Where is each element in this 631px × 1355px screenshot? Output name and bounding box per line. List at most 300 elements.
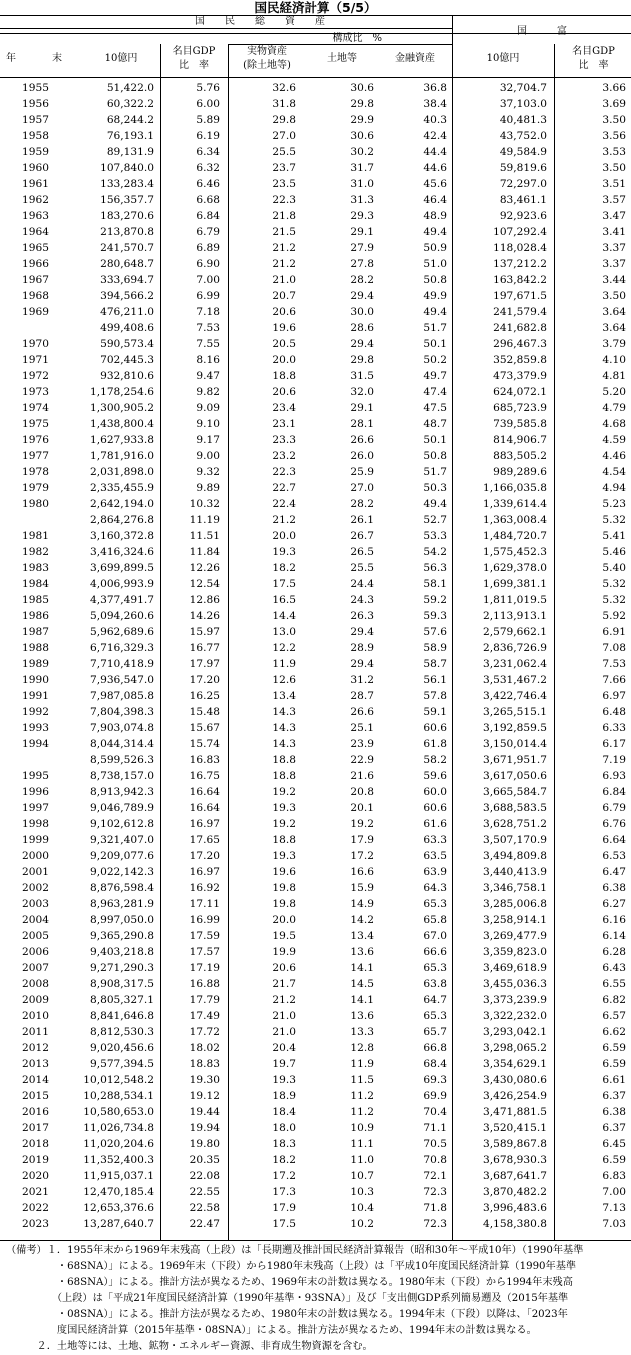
real-assets-share-cell: 20.0	[272, 530, 296, 542]
real-assets-share-cell: 19.9	[272, 946, 296, 958]
wealth-amount-cell: 3,870,482.2	[482, 1186, 547, 1198]
wealth-gdp-ratio-cell: 6.48	[602, 706, 626, 718]
table-row	[0, 1216, 631, 1232]
wealth-amount-cell: 624,072.1	[493, 386, 547, 398]
wealth-gdp-ratio-cell: 6.45	[602, 1138, 626, 1150]
table-row	[0, 224, 631, 240]
financial-share-cell: 54.2	[423, 546, 447, 558]
wealth-gdp-ratio-cell: 3.79	[602, 338, 626, 350]
table-row	[0, 304, 631, 320]
year-cell: 1959	[22, 146, 49, 158]
year-cell: 1984	[22, 578, 49, 590]
year-cell: 1985	[22, 594, 49, 606]
wealth-gdp-ratio-cell: 6.17	[602, 738, 626, 750]
wealth-gdp-ratio-cell: 6.53	[602, 850, 626, 862]
assets-gdp-ratio-cell: 5.89	[196, 114, 220, 126]
land-share-cell: 32.0	[350, 386, 374, 398]
year-cell: 1972	[22, 370, 49, 382]
year-cell: 1996	[22, 786, 49, 798]
wealth-gdp-ratio-cell: 5.20	[602, 386, 626, 398]
year-cell: 1973	[22, 386, 49, 398]
financial-share-cell: 64.7	[423, 994, 447, 1006]
financial-share-cell: 71.1	[423, 1122, 447, 1134]
wealth-amount-cell: 3,373,239.9	[482, 994, 547, 1006]
table-row	[0, 1040, 631, 1056]
real-assets-share-cell: 18.8	[272, 770, 296, 782]
assets-amount-cell: 3,699,899.5	[89, 562, 154, 574]
assets-gdp-ratio-cell: 5.76	[196, 82, 220, 94]
wealth-amount-cell: 739,585.8	[493, 418, 547, 430]
table-row	[0, 128, 631, 144]
assets-gdp-ratio-cell: 6.46	[196, 178, 220, 190]
real-assets-share-cell: 22.7	[272, 482, 296, 494]
assets-amount-cell: 1,781,916.0	[89, 450, 154, 462]
financial-share-cell: 72.3	[423, 1186, 447, 1198]
wealth-amount-cell: 883,505.2	[493, 450, 547, 462]
assets-gdp-ratio-cell: 16.75	[189, 770, 220, 782]
wealth-gdp-ratio-cell: 7.08	[602, 642, 626, 654]
year-cell: 1992	[22, 706, 49, 718]
land-share-cell: 11.0	[350, 1154, 374, 1166]
assets-amount-cell: 4,006,993.9	[89, 578, 154, 590]
assets-amount-cell: 76,193.1	[106, 130, 154, 142]
assets-amount-cell: 8,963,281.9	[89, 898, 154, 910]
assets-gdp-ratio-cell: 9.00	[196, 450, 220, 462]
wealth-amount-cell: 1,811,019.5	[482, 594, 547, 606]
wealth-gdp-ratio-cell: 6.55	[602, 978, 626, 990]
financial-share-cell: 50.8	[423, 274, 447, 286]
wealth-amount-cell: 3,469,618.9	[482, 962, 547, 974]
year-cell: 1976	[22, 434, 49, 446]
wealth-gdp-ratio-cell: 7.03	[602, 1218, 626, 1230]
table-row	[0, 1056, 631, 1072]
wealth-amount-cell: 49,584.9	[499, 146, 547, 158]
assets-gdp-ratio-cell: 16.64	[189, 786, 220, 798]
wealth-gdp-ratio-cell: 3.47	[602, 210, 626, 222]
assets-amount-cell: 702,445.3	[100, 354, 154, 366]
assets-gdp-ratio-cell: 9.32	[196, 466, 220, 478]
assets-amount-cell: 183,270.6	[100, 210, 154, 222]
table-row	[0, 1120, 631, 1136]
table-row	[0, 272, 631, 288]
wealth-amount-cell: 3,298,065.2	[482, 1042, 547, 1054]
assets-amount-cell: 8,044,314.4	[89, 738, 154, 750]
wealth-amount-cell: 3,455,036.3	[482, 978, 547, 990]
land-share-cell: 10.9	[350, 1122, 374, 1134]
year-cell: 1962	[22, 194, 49, 206]
financial-share-cell: 49.4	[423, 226, 447, 238]
wealth-amount-cell: 2,836,726.9	[482, 642, 547, 654]
wealth-amount-cell: 3,531,467.2	[482, 674, 547, 686]
table-row	[0, 368, 631, 384]
wealth-amount-cell: 3,293,042.1	[482, 1026, 547, 1038]
year-cell: 1988	[22, 642, 49, 654]
financial-share-cell: 70.4	[423, 1106, 447, 1118]
real-assets-share-cell: 19.3	[272, 802, 296, 814]
assets-gdp-ratio-cell: 15.48	[189, 706, 220, 718]
wealth-amount-cell: 3,359,823.0	[482, 946, 547, 958]
assets-gdp-ratio-cell: 16.92	[189, 882, 220, 894]
wealth-amount-cell: 83,461.1	[499, 194, 547, 206]
table-row	[0, 720, 631, 736]
wealth-gdp-ratio-cell: 5.32	[602, 514, 626, 526]
real-assets-share-cell: 11.9	[272, 658, 296, 670]
year-cell: 1981	[22, 530, 49, 542]
year-cell: 1991	[22, 690, 49, 702]
table-row	[0, 160, 631, 176]
year-cell: 2006	[22, 946, 49, 958]
financial-share-cell: 58.9	[423, 642, 447, 654]
year-cell: 1987	[22, 626, 49, 638]
assets-gdp-ratio-cell: 6.84	[196, 210, 220, 222]
real-assets-share-cell: 22.3	[272, 194, 296, 206]
header-financial: 金融資産	[395, 53, 435, 64]
header-national-assets: 国 民 総 資 産	[195, 16, 325, 27]
year-cell: 1994	[22, 738, 49, 750]
assets-amount-cell: 2,864,276.8	[89, 514, 154, 526]
land-share-cell: 28.9	[350, 642, 374, 654]
wealth-gdp-ratio-cell: 5.32	[602, 594, 626, 606]
real-assets-share-cell: 17.5	[272, 1218, 296, 1230]
financial-share-cell: 40.3	[423, 114, 447, 126]
table-row	[0, 768, 631, 784]
wealth-gdp-ratio-cell: 6.83	[602, 1170, 626, 1182]
real-assets-share-cell: 23.3	[272, 434, 296, 446]
notes	[6, 1243, 628, 1355]
wealth-gdp-ratio-cell: 4.59	[602, 434, 626, 446]
table-row	[0, 1104, 631, 1120]
table-row	[0, 688, 631, 704]
land-share-cell: 14.1	[350, 962, 374, 974]
assets-gdp-ratio-cell: 16.25	[189, 690, 220, 702]
assets-amount-cell: 12,653,376.6	[83, 1202, 154, 1214]
wealth-amount-cell: 685,723.9	[493, 402, 547, 414]
assets-amount-cell: 1,627,933.8	[89, 434, 154, 446]
financial-share-cell: 50.8	[423, 450, 447, 462]
land-share-cell: 31.2	[350, 674, 374, 686]
table-row	[0, 352, 631, 368]
assets-gdp-ratio-cell: 6.68	[196, 194, 220, 206]
real-assets-share-cell: 21.5	[272, 226, 296, 238]
assets-gdp-ratio-cell: 9.17	[196, 434, 220, 446]
table-row	[0, 80, 631, 96]
year-cell: 2020	[22, 1170, 49, 1182]
wealth-amount-cell: 3,617,050.6	[482, 770, 547, 782]
wealth-amount-cell: 107,292.4	[493, 226, 547, 238]
land-share-cell: 13.4	[350, 930, 374, 942]
land-share-cell: 31.3	[350, 194, 374, 206]
wealth-gdp-ratio-cell: 3.69	[602, 98, 626, 110]
wealth-amount-cell: 3,687,641.7	[482, 1170, 547, 1182]
wealth-amount-cell: 3,678,930.3	[482, 1154, 547, 1166]
assets-group-rule	[0, 28, 452, 29]
financial-share-cell: 58.1	[423, 578, 447, 590]
year-cell: 2018	[22, 1138, 49, 1150]
table-row	[0, 480, 631, 496]
assets-amount-cell: 8,738,157.0	[89, 770, 154, 782]
wealth-amount-cell: 3,628,751.2	[482, 818, 547, 830]
land-share-cell: 31.5	[350, 370, 374, 382]
assets-amount-cell: 2,031,898.0	[89, 466, 154, 478]
year-cell: 1989	[22, 658, 49, 670]
real-assets-share-cell: 21.7	[272, 978, 296, 990]
wealth-gdp-ratio-cell: 3.51	[602, 178, 626, 190]
financial-share-cell: 57.6	[423, 626, 447, 638]
land-share-cell: 12.8	[350, 1042, 374, 1054]
financial-share-cell: 42.4	[423, 130, 447, 142]
wealth-amount-cell: 3,192,859.5	[482, 722, 547, 734]
land-share-cell: 23.9	[350, 738, 374, 750]
year-cell: 1978	[22, 466, 49, 478]
assets-gdp-ratio-cell: 18.02	[189, 1042, 220, 1054]
wealth-amount-cell: 92,923.6	[499, 210, 547, 222]
financial-share-cell: 57.8	[423, 690, 447, 702]
wealth-gdp-ratio-cell: 6.59	[602, 1058, 626, 1070]
table-row	[0, 336, 631, 352]
assets-gdp-ratio-cell: 22.47	[189, 1218, 220, 1230]
assets-gdp-ratio-cell: 6.79	[196, 226, 220, 238]
land-share-cell: 11.1	[350, 1138, 374, 1150]
year-cell: 2021	[22, 1186, 49, 1198]
real-assets-share-cell: 25.5	[272, 146, 296, 158]
assets-amount-cell: 12,470,185.4	[83, 1186, 154, 1198]
land-share-cell: 29.1	[350, 402, 374, 414]
wealth-amount-cell: 72,297.0	[499, 178, 547, 190]
land-share-cell: 30.2	[350, 146, 374, 158]
wealth-amount-cell: 163,842.2	[493, 274, 547, 286]
real-assets-share-cell: 23.5	[272, 178, 296, 190]
assets-gdp-ratio-cell: 6.00	[196, 98, 220, 110]
wealth-gdp-ratio-cell: 5.92	[602, 610, 626, 622]
wealth-gdp-ratio-cell: 7.66	[602, 674, 626, 686]
table-row	[0, 432, 631, 448]
land-share-cell: 26.1	[350, 514, 374, 526]
assets-amount-cell: 133,283.4	[100, 178, 154, 190]
wealth-gdp-ratio-cell: 3.44	[602, 274, 626, 286]
assets-gdp-ratio-cell: 14.26	[189, 610, 220, 622]
financial-share-cell: 59.6	[423, 770, 447, 782]
header-end: 末	[52, 53, 62, 64]
assets-gdp-ratio-cell: 17.97	[189, 658, 220, 670]
table-row	[0, 944, 631, 960]
year-cell: 1977	[22, 450, 49, 462]
assets-amount-cell: 10,288,534.1	[83, 1090, 154, 1102]
land-share-cell: 29.9	[350, 114, 374, 126]
real-assets-share-cell: 14.3	[272, 738, 296, 750]
header-composition-label: 構成比 %	[332, 33, 382, 44]
wealth-amount-cell: 814,906.7	[493, 434, 547, 446]
wealth-gdp-ratio-cell: 6.61	[602, 1074, 626, 1086]
wealth-gdp-ratio-cell: 6.43	[602, 962, 626, 974]
financial-share-cell: 36.8	[423, 82, 447, 94]
real-assets-share-cell: 18.3	[272, 1138, 296, 1150]
wealth-amount-cell: 1,575,452.3	[482, 546, 547, 558]
real-assets-share-cell: 18.8	[272, 754, 296, 766]
real-assets-share-cell: 20.4	[272, 1042, 296, 1054]
land-share-cell: 11.2	[350, 1090, 374, 1102]
assets-amount-cell: 10,012,548.2	[83, 1074, 154, 1086]
assets-amount-cell: 9,365,290.8	[89, 930, 154, 942]
table-row	[0, 960, 631, 976]
financial-share-cell: 58.7	[423, 658, 447, 670]
land-share-cell: 29.8	[350, 354, 374, 366]
financial-share-cell: 56.1	[423, 674, 447, 686]
assets-amount-cell: 9,020,456.6	[89, 1042, 154, 1054]
land-share-cell: 20.8	[350, 786, 374, 798]
table-row	[0, 848, 631, 864]
assets-gdp-ratio-cell: 15.67	[189, 722, 220, 734]
land-share-cell: 28.1	[350, 418, 374, 430]
wealth-gdp-ratio-cell: 6.33	[602, 722, 626, 734]
real-assets-share-cell: 17.3	[272, 1186, 296, 1198]
assets-amount-cell: 9,271,290.3	[89, 962, 154, 974]
wealth-amount-cell: 37,103.0	[499, 98, 547, 110]
assets-amount-cell: 6,716,329.3	[89, 642, 154, 654]
wealth-gdp-ratio-cell: 6.47	[602, 866, 626, 878]
land-share-cell: 11.5	[350, 1074, 374, 1086]
financial-share-cell: 50.1	[423, 338, 447, 350]
land-share-cell: 31.0	[350, 178, 374, 190]
assets-amount-cell: 51,422.0	[106, 82, 154, 94]
year-cell: 1957	[22, 114, 49, 126]
year-cell: 2009	[22, 994, 49, 1006]
land-share-cell: 13.6	[350, 946, 374, 958]
assets-gdp-ratio-cell: 12.26	[189, 562, 220, 574]
wealth-gdp-ratio-cell: 3.64	[602, 306, 626, 318]
wealth-amount-cell: 3,426,254.9	[482, 1090, 547, 1102]
year-cell: 1960	[22, 162, 49, 174]
wealth-amount-cell: 3,589,867.8	[482, 1138, 547, 1150]
land-share-cell: 29.4	[350, 658, 374, 670]
assets-amount-cell: 499,408.6	[100, 322, 154, 334]
land-share-cell: 14.2	[350, 914, 374, 926]
table-row	[0, 752, 631, 768]
assets-amount-cell: 89,131.9	[106, 146, 154, 158]
real-assets-share-cell: 23.7	[272, 162, 296, 174]
header-real-assets-top: 実物資産	[247, 46, 287, 57]
land-share-cell: 24.3	[350, 594, 374, 606]
wealth-gdp-ratio-cell: 4.81	[602, 370, 626, 382]
land-share-cell: 29.3	[350, 210, 374, 222]
financial-share-cell: 48.9	[423, 210, 447, 222]
year-cell: 1970	[22, 338, 49, 350]
real-assets-share-cell: 19.6	[272, 322, 296, 334]
assets-gdp-ratio-cell: 7.18	[196, 306, 220, 318]
table-row	[0, 1136, 631, 1152]
wealth-gdp-ratio-cell: 5.41	[602, 530, 626, 542]
year-cell: 1980	[22, 498, 49, 510]
financial-share-cell: 44.4	[423, 146, 447, 158]
financial-share-cell: 67.0	[423, 930, 447, 942]
header-national-wealth: 国 富	[517, 26, 567, 37]
land-share-cell: 25.5	[350, 562, 374, 574]
wealth-amount-cell: 3,150,014.4	[482, 738, 547, 750]
real-assets-share-cell: 18.8	[272, 370, 296, 382]
land-share-cell: 30.6	[350, 130, 374, 142]
real-assets-share-cell: 21.0	[272, 1010, 296, 1022]
financial-share-cell: 65.3	[423, 898, 447, 910]
year-cell: 2007	[22, 962, 49, 974]
real-assets-share-cell: 21.0	[272, 1026, 296, 1038]
year-cell: 1998	[22, 818, 49, 830]
wealth-gdp-ratio-cell: 6.27	[602, 898, 626, 910]
real-assets-share-cell: 20.0	[272, 354, 296, 366]
assets-amount-cell: 60,322.2	[106, 98, 154, 110]
wealth-amount-cell: 3,440,413.9	[482, 866, 547, 878]
land-share-cell: 29.4	[350, 290, 374, 302]
year-cell: 1958	[22, 130, 49, 142]
financial-share-cell: 47.4	[423, 386, 447, 398]
wealth-gdp-ratio-cell: 3.50	[602, 162, 626, 174]
wealth-amount-cell: 296,467.3	[493, 338, 547, 350]
real-assets-share-cell: 16.5	[272, 594, 296, 606]
assets-gdp-ratio-cell: 17.72	[189, 1026, 220, 1038]
year-cell: 1966	[22, 258, 49, 270]
real-assets-share-cell: 19.8	[272, 882, 296, 894]
real-assets-share-cell: 19.8	[272, 898, 296, 910]
assets-amount-cell: 476,211.0	[100, 306, 154, 318]
wealth-amount-cell: 4,158,380.8	[482, 1218, 547, 1230]
header-year: 年	[6, 53, 16, 64]
wealth-amount-cell: 43,752.0	[499, 130, 547, 142]
year-cell: 1961	[22, 178, 49, 190]
land-share-cell: 29.4	[350, 626, 374, 638]
wealth-amount-cell: 1,363,008.4	[482, 514, 547, 526]
year-cell: 1997	[22, 802, 49, 814]
land-share-cell: 29.4	[350, 338, 374, 350]
assets-amount-cell: 8,805,327.1	[89, 994, 154, 1006]
table-row	[0, 928, 631, 944]
wealth-amount-cell: 3,322,232.0	[482, 1010, 547, 1022]
note-line: ・68SNA）」による。1969年末（下段）から1980年末残高（上段）は「平成10年度国民経済計算（1990年基準	[6, 1261, 577, 1272]
land-share-cell: 17.2	[350, 850, 374, 862]
year-cell: 1971	[22, 354, 49, 366]
land-share-cell: 30.6	[350, 82, 374, 94]
table-row	[0, 1008, 631, 1024]
table-row	[0, 1024, 631, 1040]
assets-amount-cell: 1,300,905.2	[89, 402, 154, 414]
table-row	[0, 240, 631, 256]
wealth-gdp-ratio-cell: 3.56	[602, 130, 626, 142]
year-cell: 1999	[22, 834, 49, 846]
table-row	[0, 624, 631, 640]
wealth-gdp-ratio-cell: 6.37	[602, 1090, 626, 1102]
header-real-assets-bottom: (除土地等)	[243, 60, 291, 71]
wealth-gdp-ratio-cell: 3.66	[602, 82, 626, 94]
year-cell: 2012	[22, 1042, 49, 1054]
financial-share-cell: 48.7	[423, 418, 447, 430]
assets-amount-cell: 8,599,526.3	[89, 754, 154, 766]
financial-share-cell: 56.3	[423, 562, 447, 574]
wealth-gdp-ratio-cell: 6.93	[602, 770, 626, 782]
table-row	[0, 1168, 631, 1184]
real-assets-share-cell: 17.2	[272, 1170, 296, 1182]
real-assets-share-cell: 18.0	[272, 1122, 296, 1134]
table-row	[0, 256, 631, 272]
year-cell: 2004	[22, 914, 49, 926]
assets-gdp-ratio-cell: 16.88	[189, 978, 220, 990]
land-share-cell: 21.6	[350, 770, 374, 782]
financial-share-cell: 47.5	[423, 402, 447, 414]
assets-amount-cell: 10,580,653.0	[83, 1106, 154, 1118]
real-assets-share-cell: 14.3	[272, 706, 296, 718]
land-share-cell: 28.2	[350, 498, 374, 510]
table-row	[0, 1088, 631, 1104]
land-share-cell: 13.3	[350, 1026, 374, 1038]
financial-share-cell: 69.3	[423, 1074, 447, 1086]
assets-gdp-ratio-cell: 17.49	[189, 1010, 220, 1022]
financial-share-cell: 49.4	[423, 498, 447, 510]
